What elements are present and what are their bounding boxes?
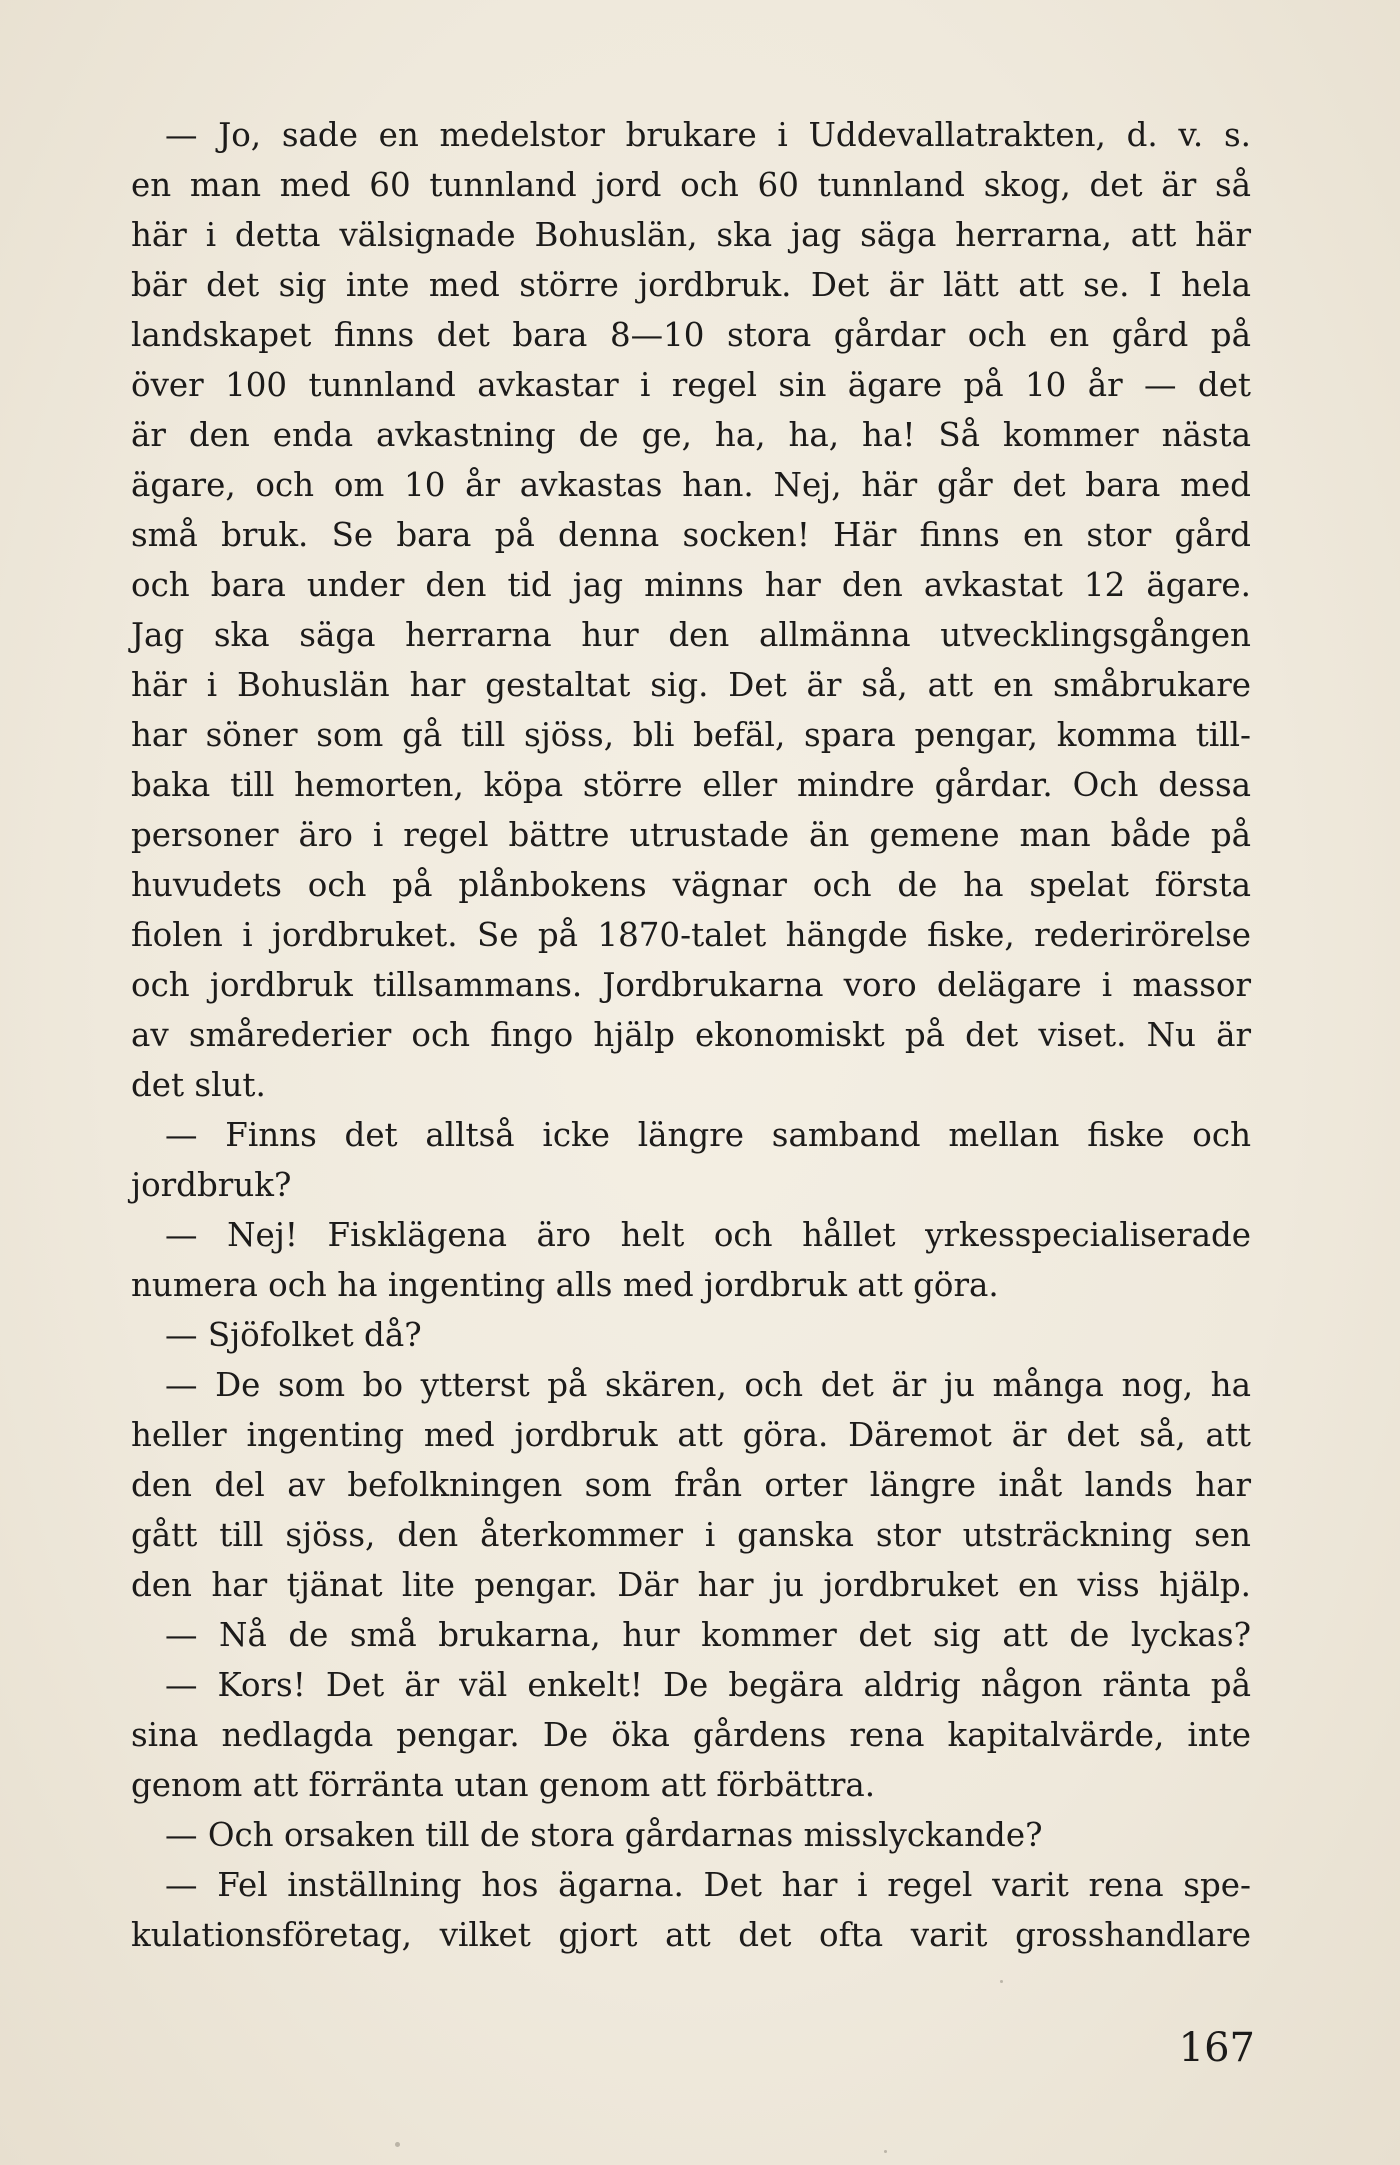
text-line: av smårederier och fingo hjälp ekonomiskt på det viset. Nu är [131, 1016, 1251, 1054]
text-line: — Sjöfolket då? [165, 1316, 422, 1354]
text-line: fiolen i jordbruket. Se på 1870-talet hängde fiske, rederirörelse [131, 916, 1251, 954]
text-line: över 100 tunnland avkastar i regel sin ägare på 10 år — det [131, 366, 1251, 404]
text-line: här i detta välsignade Bohuslän, ska jag säga herrarna, att här [131, 216, 1251, 254]
text-line: bär det sig inte med större jordbruk. Det är lätt att se. I hela [131, 266, 1251, 304]
text-line: — Nå de små brukarna, hur kommer det sig att de lyckas? [165, 1616, 1251, 1654]
text-line: en man med 60 tunnland jord och 60 tunnland skog, det är så [131, 166, 1251, 204]
text-line: det slut. [131, 1066, 266, 1104]
text-line: den har tjänat lite pengar. Där har ju jordbruket en viss hjälp. [131, 1566, 1251, 1604]
text-line: är den enda avkastning de ge, ha, ha, ha! Så kommer nästa [131, 416, 1251, 454]
text-line: — Och orsaken till de stora gårdarnas misslyckande? [165, 1816, 1043, 1854]
text-line: — Finns det alltså icke längre samband mellan fiske och [165, 1116, 1251, 1154]
text-line: här i Bohuslän har gestaltat sig. Det är så, att en småbrukare [131, 666, 1251, 704]
paper-speck [884, 2150, 887, 2153]
text-line: sina nedlagda pengar. De öka gårdens rena kapitalvärde, inte [131, 1716, 1251, 1754]
text-line: små bruk. Se bara på denna socken! Här finns en stor gård [131, 516, 1251, 554]
text-line: den del av befolkningen som från orter längre inåt lands har [131, 1466, 1251, 1504]
text-line: — Nej! Fisklägena äro helt och hållet yrkesspecialiserade [165, 1216, 1251, 1254]
text-line: baka till hemorten, köpa större eller mindre gårdar. Och dessa [131, 766, 1251, 804]
text-line: — Fel inställning hos ägarna. Det har i regel varit rena spe- [165, 1866, 1251, 1904]
text-line: gått till sjöss, den återkommer i ganska stor utsträckning sen [131, 1516, 1251, 1554]
text-line: jordbruk? [131, 1166, 292, 1204]
paper-speck [1000, 1980, 1003, 1983]
text-line: har söner som gå till sjöss, bli befäl, spara pengar, komma till- [131, 716, 1251, 754]
text-line: — Jo, sade en medelstor brukare i Uddevallatrakten, d. v. s. [165, 116, 1251, 154]
body-text [131, 110, 1251, 1960]
text-line: heller ingenting med jordbruk att göra. Däremot är det så, att [131, 1416, 1251, 1454]
text-line: genom att förränta utan genom att förbättra. [131, 1766, 876, 1804]
text-line: och bara under den tid jag minns har den avkastat 12 ägare. [131, 566, 1251, 604]
text-line: landskapet finns det bara 8—10 stora gårdar och en gård på [131, 316, 1251, 354]
text-line: ägare, och om 10 år avkastas han. Nej, här går det bara med [131, 466, 1251, 504]
text-line: huvudets och på plånbokens vägnar och de ha spelat första [131, 866, 1251, 904]
text-line: personer äro i regel bättre utrustade än gemene man både på [131, 816, 1251, 854]
text-line: Jag ska säga herrarna hur den allmänna utvecklingsgången [131, 616, 1251, 654]
paper-speck [395, 2142, 400, 2147]
text-line: numera och ha ingenting alls med jordbruk att göra. [131, 1266, 999, 1304]
text-line: och jordbruk tillsammans. Jordbrukarna voro delägare i massor [131, 966, 1251, 1004]
page-number: 167 [1178, 2025, 1255, 2071]
text-line: — Kors! Det är väl enkelt! De begära aldrig någon ränta på [165, 1666, 1251, 1704]
text-line: — De som bo ytterst på skären, och det är ju många nog, ha [165, 1366, 1251, 1404]
text-line: kulationsföretag, vilket gjort att det ofta varit grosshandlare [131, 1916, 1251, 1954]
